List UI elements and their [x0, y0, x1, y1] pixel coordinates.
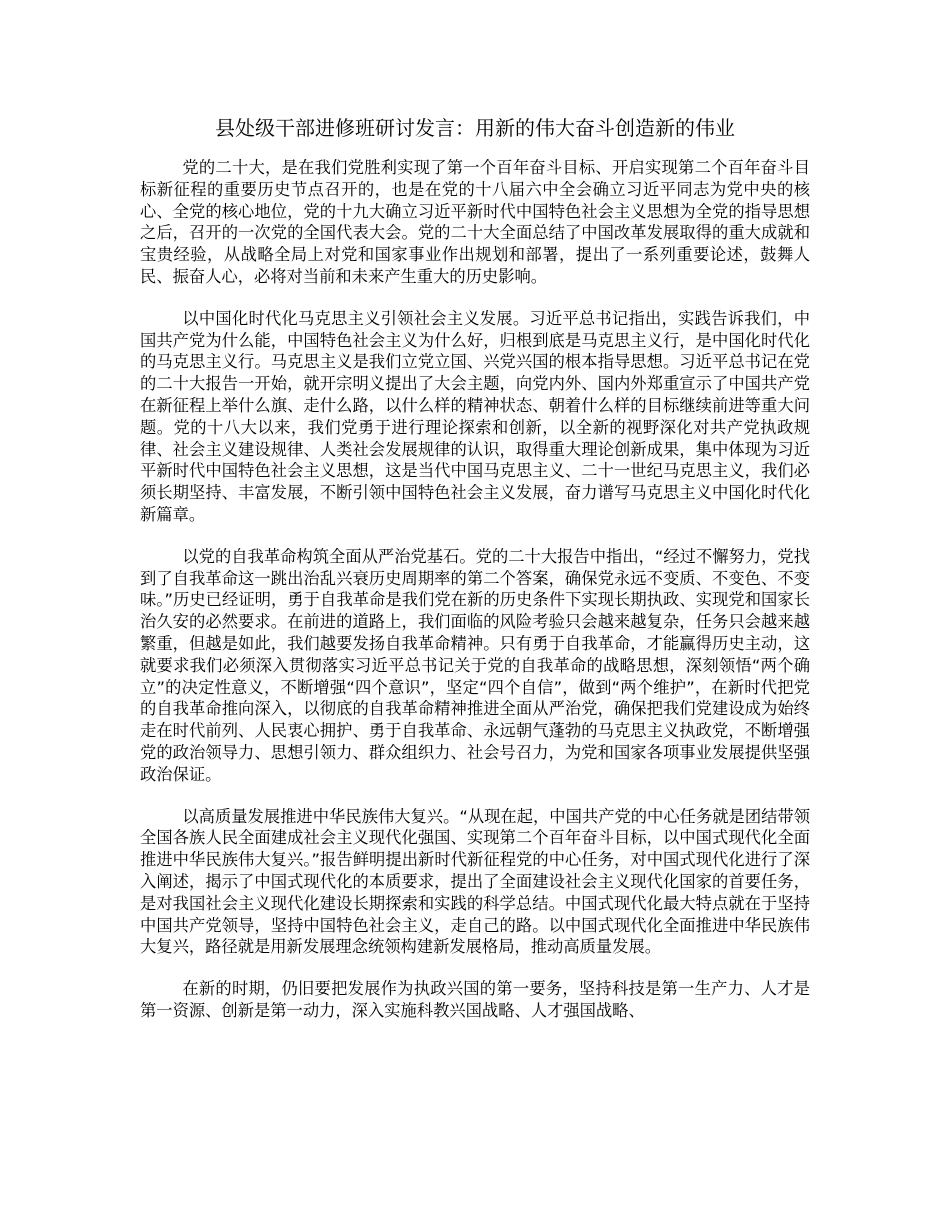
document-title: 县处级干部进修班研讨发言：用新的伟大奋斗创造新的伟业 [215, 116, 735, 140]
paragraph: 以高质量发展推进中华民族伟大复兴。“从现在起，中国共产党的中心任务就是团结带领全国各族人民全面建成社会主义现代化强国、实现第二个百年奋斗目标，以中国式现代化全面推进中华民族伟大复兴。”报告鲜明提出新时代新征程党的中心任务，对中国式现代化进行了深入阐述，揭示了中国式现代化的本质要求，提出了全面建设社会主义现代化国家的首要任务，是对我国社会主义现代化建设长期探索和实践的科学总结。中国式现代化最大特点就在于坚持中国共产党领导，坚持中国特色社会主义，走自己的路。以中国式现代化全面推进中华民族伟大复兴，路径就是用新发展理念统领构建新发展格局，推动高质量发展。 [140, 806, 810, 957]
document-body [140, 157, 810, 1042]
paragraph: 在新的时期，仍旧要把发展作为执政兴国的第一要务，坚持科技是第一生产力、人才是第一资源、创新是第一动力，深入实施科教兴国战略、人才强国战略、 [140, 979, 810, 1020]
paragraph: 以党的自我革命构筑全面从严治党基石。党的二十大报告中指出，“经过不懈努力，党找到了自我革命这一跳出治乱兴衰历史周期率的第二个答案，确保党永远不变质、不变色、不变味。”历史已经证明，勇于自我革命是我们党在新的历史条件下实现长期执政、实现党和国家长治久安的必然要求。在前进的道路上，我们面临的风险考验只会越来越复杂，任务只会越来越繁重，但越是如此，我们越要发扬自我革命精神。只有勇于自我革命，才能赢得历史主动，这就要求我们必须深入贯彻落实习近平总书记关于党的自我革命的战略思想，深刻领悟“两个确立”的决定性意义，不断增强“四个意识”，坚定“四个自信”，做到“两个维护”，在新时代把党的自我革命推向深入，以彻底的自我革命精神推进全面从严治党，确保把我们党建设成为始终走在时代前列、人民衷心拥护、勇于自我革命、永远朝气蓬勃的马克思主义执政党，不断增强党的政治领导力、思想引领力、群众组织力、社会号召力，为党和国家各项事业发展提供坚强政治保证。 [140, 546, 810, 784]
paragraph: 以中国化时代化马克思主义引领社会主义发展。习近平总书记指出，实践告诉我们，中国共产党为什么能，中国特色社会主义为什么好，归根到底是马克思主义行，是中国化时代化的马克思主义行。马克思主义是我们立党立国、兴党兴国的根本指导思想。习近平总书记在党的二十大报告一开始，就开宗明义提出了大会主题，向党内外、国内外郑重宣示了中国共产党在新征程上举什么旗、走什么路，以什么样的精神状态、朝着什么样的目标继续前进等重大问题。党的十八大以来，我们党勇于进行理论探索和创新，以全新的视野深化对共产党执政规律、社会主义建设规律、人类社会发展规律的认识，取得重大理论创新成果，集中体现为习近平新时代中国特色社会主义思想，这是当代中国马克思主义、二十一世纪马克思主义，我们必须长期坚持、丰富发展，不断引领中国特色社会主义发展，奋力谱写马克思主义中国化时代化新篇章。 [140, 308, 810, 524]
paragraph: 党的二十大，是在我们党胜利实现了第一个百年奋斗目标、开启实现第二个百年奋斗目标新征程的重要历史节点召开的，也是在党的十八届六中全会确立习近平同志为党中央的核心、全党的核心地位，党的十九大确立习近平新时代中国特色社会主义思想为全党的指导思想之后，召开的一次党的全国代表大会。党的二十大全面总结了中国改革发展取得的重大成就和宝贵经验，从战略全局上对党和国家事业作出规划和部署，提出了一系列重要论述，鼓舞人民、振奋人心，必将对当前和未来产生重大的历史影响。 [140, 158, 810, 286]
